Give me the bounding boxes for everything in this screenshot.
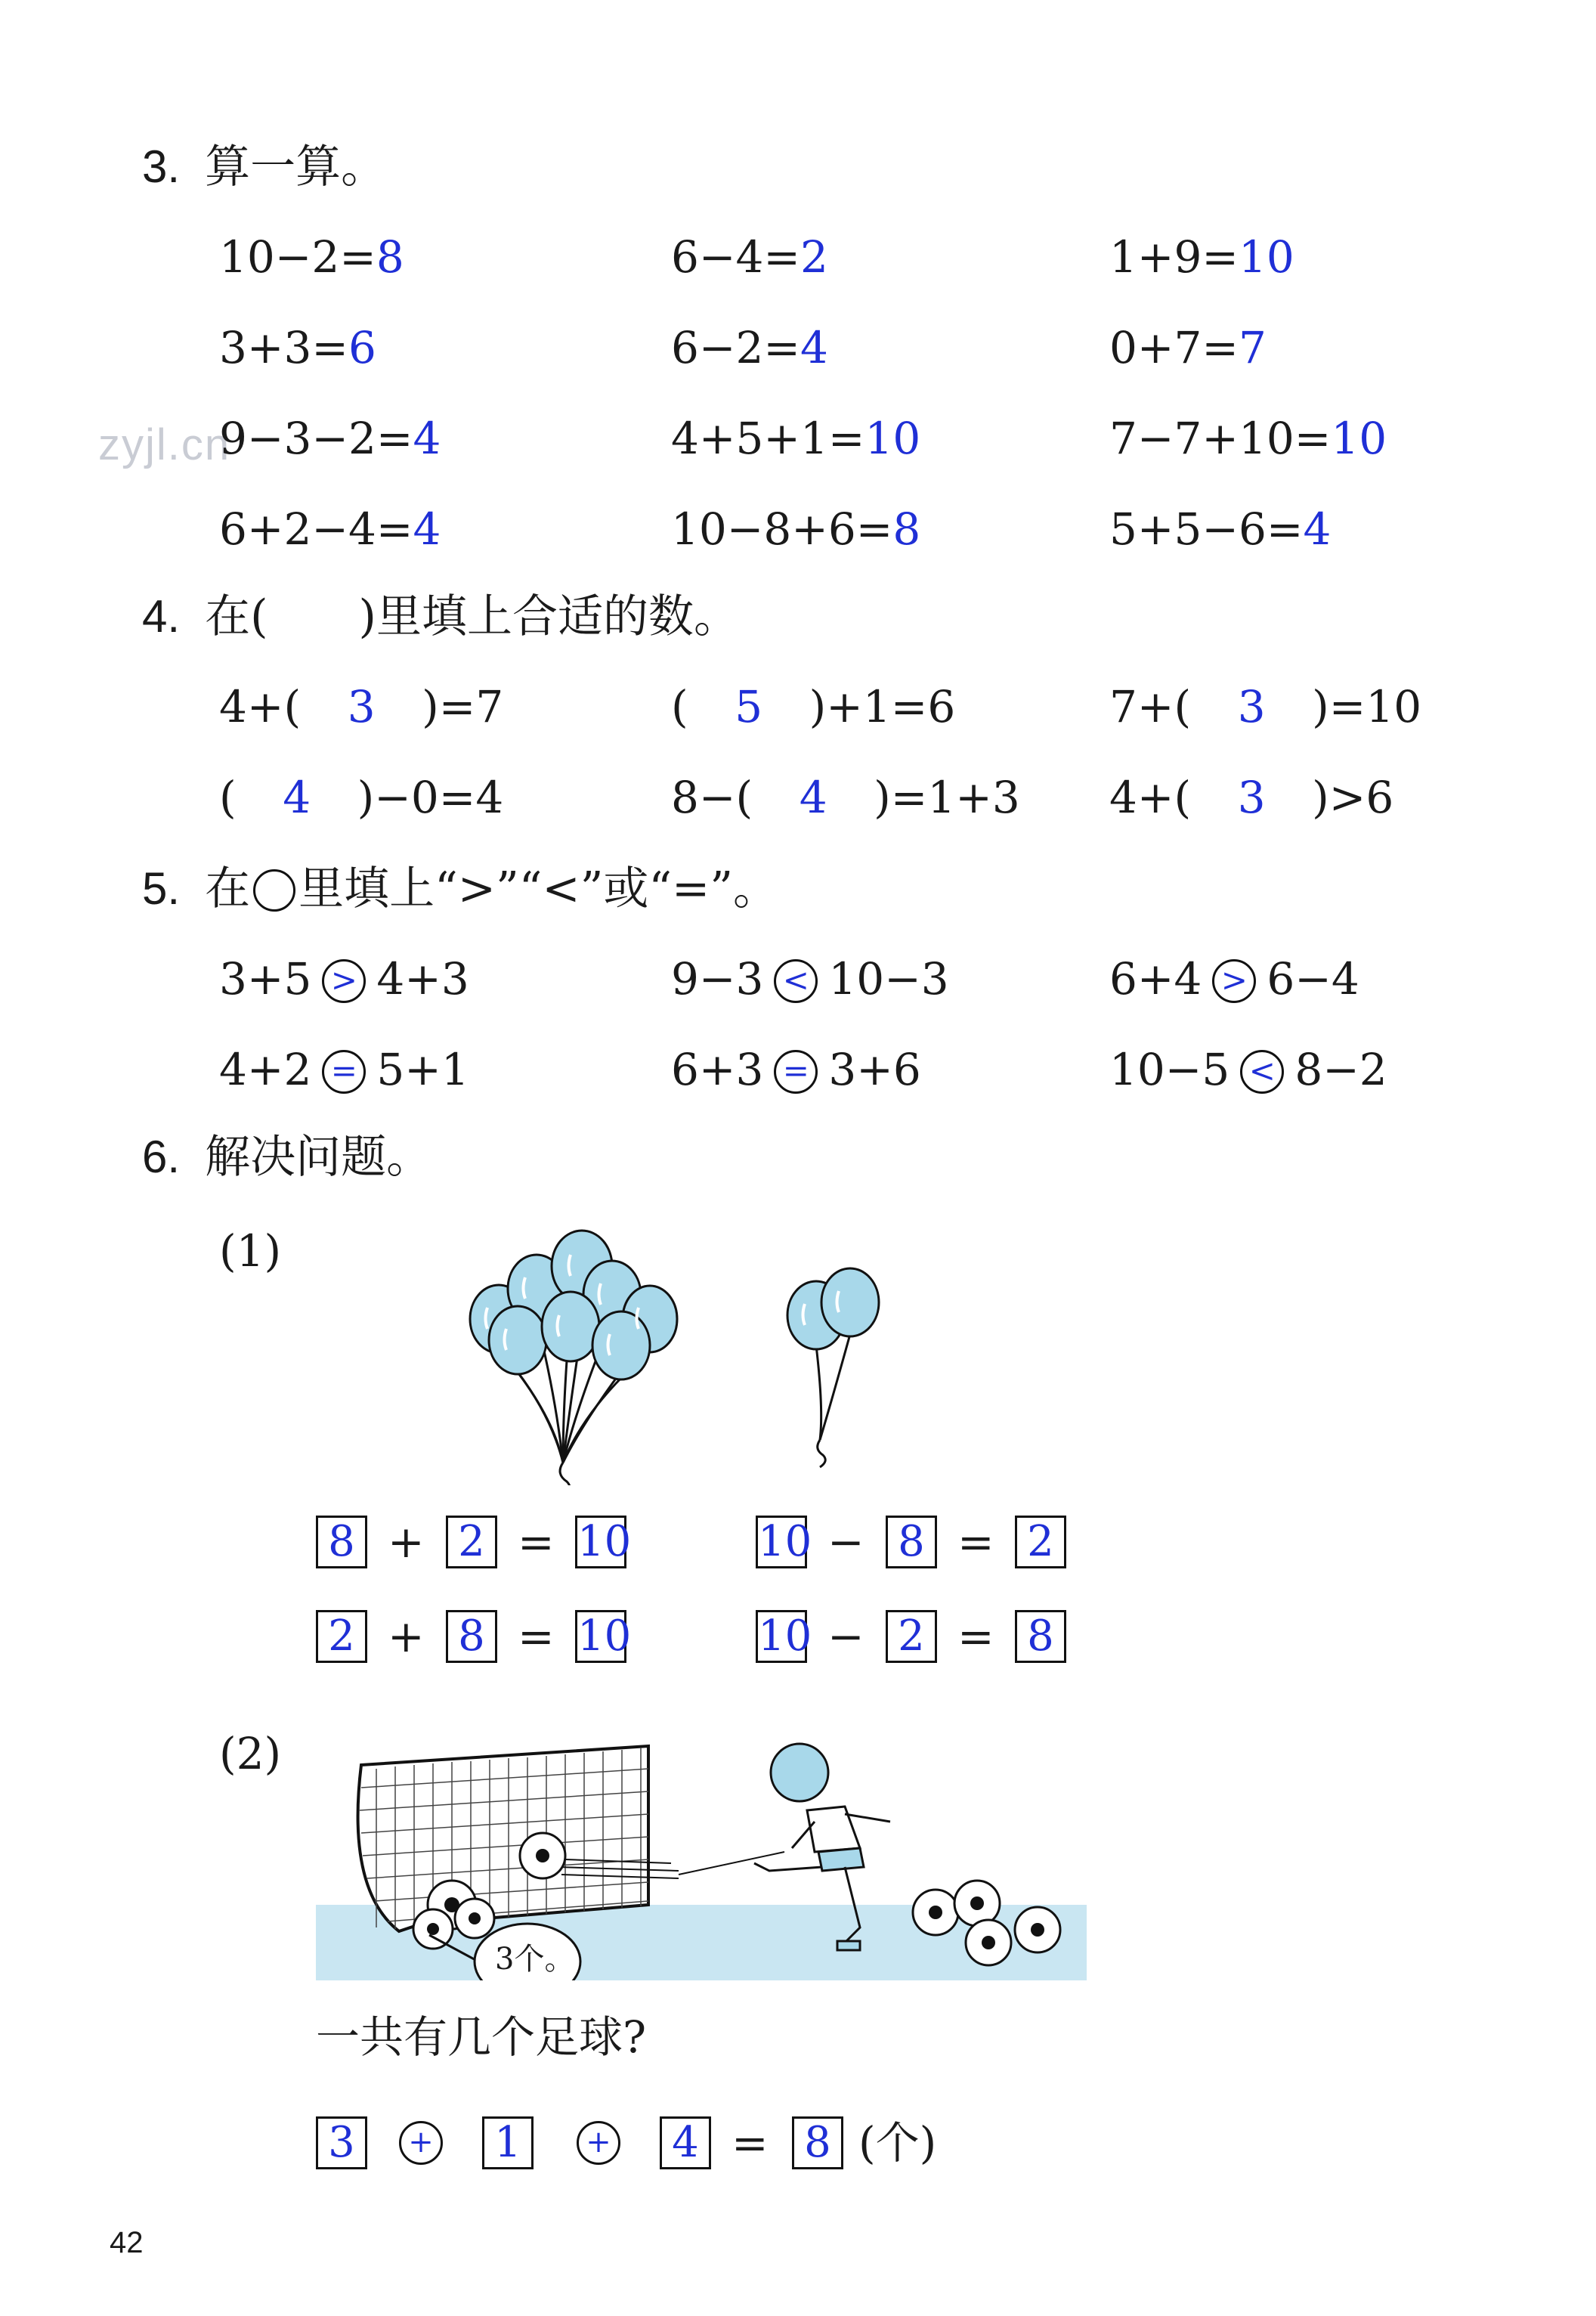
answer-box: 4	[660, 2116, 711, 2169]
q4-suffix: )=1+3	[874, 772, 1020, 823]
answer-box: 2	[316, 1610, 367, 1663]
operator: −	[827, 1516, 865, 1568]
q5-left: 10−5	[1109, 1044, 1230, 1095]
q6-heading	[142, 1130, 431, 1184]
answer-box: 2	[446, 1516, 497, 1568]
equation-row	[316, 2116, 996, 2177]
q4-answer: 3	[1237, 681, 1266, 732]
equation-row	[316, 1516, 739, 1576]
q4-answer: 3	[347, 681, 376, 732]
answer-box: 8	[886, 1516, 937, 1568]
q3-title: 算一算。	[205, 141, 387, 194]
goal-net	[358, 1746, 648, 1931]
equals-sign: =	[957, 1516, 994, 1568]
q3-number: 3.	[142, 141, 181, 192]
q5-sign-circle: <	[774, 959, 818, 1003]
q6-title: 解决问题。	[205, 1131, 432, 1184]
q3-exercise	[671, 412, 920, 465]
q3-answer: 4	[413, 503, 441, 555]
q4-prefix: (	[219, 772, 237, 823]
answer-box: 10	[575, 1516, 626, 1568]
q3-exercise	[671, 231, 828, 283]
equals-sign: =	[518, 1611, 555, 1662]
q3-exercise	[1109, 503, 1331, 556]
q5-number: 5.	[142, 863, 181, 914]
q5-right: 6−4	[1267, 953, 1359, 1005]
q4-suffix: )=10	[1312, 681, 1422, 732]
unit-label: (个)	[858, 2117, 937, 2169]
q3-expression: 5+5−6=	[1109, 503, 1304, 555]
q4-prefix: (	[671, 681, 688, 732]
q4-prefix: 7+(	[1109, 681, 1192, 732]
q3-expression: 9−3−2=	[219, 413, 413, 464]
operator: −	[827, 1611, 865, 1662]
q3-expression: 10−2=	[219, 231, 376, 283]
equals-sign: =	[732, 2117, 769, 2169]
q3-exercise	[1109, 412, 1387, 465]
watermark: zyjl.cn	[98, 420, 231, 469]
equation-row	[756, 1610, 1179, 1670]
operator: +	[388, 1611, 425, 1662]
q4-exercise	[219, 771, 503, 824]
equation-row	[316, 1610, 739, 1670]
circle-icon	[253, 869, 295, 912]
q5-right: 4+3	[376, 953, 469, 1005]
q4-answer: 4	[799, 772, 827, 823]
q4-number: 4.	[142, 591, 181, 642]
equals-sign: =	[518, 1516, 555, 1568]
answer-box: 1	[482, 2116, 534, 2169]
q4-exercise	[671, 771, 1020, 824]
q3-answer: 2	[800, 231, 828, 283]
operator-circle: +	[399, 2121, 443, 2165]
q4-suffix: )+1=6	[809, 681, 956, 732]
q3-expression: 4+5+1=	[671, 413, 865, 464]
q5-left: 3+5	[219, 953, 312, 1005]
q4-answer: 4	[283, 772, 311, 823]
q3-answer: 8	[376, 231, 404, 283]
q3-exercise	[671, 503, 920, 556]
q5-right: 8−2	[1294, 1044, 1387, 1095]
q3-expression: 6−4=	[671, 231, 800, 283]
q3-answer: 4	[800, 322, 828, 373]
q5-sign-circle: >	[1212, 959, 1256, 1003]
page-number: 42	[110, 2226, 144, 2259]
q4-prefix: 4+(	[1109, 772, 1192, 823]
q4-answer: 3	[1237, 772, 1266, 823]
q5-exercise	[671, 952, 949, 1005]
q4-answer: 5	[735, 681, 763, 732]
answer-box: 8	[446, 1610, 497, 1663]
q4-suffix: )=7	[422, 681, 504, 732]
q5-title-pre: 在	[205, 862, 251, 915]
q5-title-post: 里填上“>”“<”或“=”。	[298, 862, 778, 915]
q5-sign-circle: <	[1240, 1050, 1284, 1094]
q6-part1-label: (1)	[219, 1225, 282, 1277]
q3-expression: 6+2−4=	[219, 503, 413, 555]
q6-part2-label: (2)	[219, 1728, 282, 1779]
balloons-illustration	[423, 1213, 922, 1485]
equation-row	[756, 1516, 1179, 1576]
q5-right: 5+1	[376, 1044, 469, 1095]
q4-suffix: )−0=4	[357, 772, 504, 823]
q4-exercise	[1109, 771, 1393, 824]
q5-sign-circle: =	[322, 1050, 366, 1094]
q4-exercise	[219, 680, 503, 733]
q3-exercise	[219, 412, 441, 465]
q5-left: 6+3	[671, 1044, 764, 1095]
answer-box: 2	[1015, 1516, 1066, 1568]
q5-left: 6+4	[1109, 953, 1202, 1005]
operator: +	[388, 1516, 425, 1568]
q3-expression: 0+7=	[1109, 322, 1239, 373]
q3-answer: 4	[1303, 503, 1332, 555]
q3-expression: 3+3=	[219, 322, 348, 373]
q4-suffix: )>6	[1312, 772, 1394, 823]
q5-sign-circle: >	[322, 959, 366, 1003]
q3-expression: 1+9=	[1109, 231, 1239, 283]
answer-box: 8	[1015, 1610, 1066, 1663]
q3-answer: 8	[892, 503, 921, 555]
q3-answer: 4	[413, 413, 441, 464]
q5-exercise	[671, 1043, 921, 1096]
q6-part2-question: 一共有几个足球?	[316, 2011, 647, 2063]
q3-answer: 6	[348, 322, 376, 373]
answer-box: 2	[886, 1610, 937, 1663]
q3-exercise	[1109, 231, 1294, 283]
q5-sign-circle: =	[774, 1050, 818, 1094]
answer-box: 10	[575, 1610, 626, 1663]
q5-right: 3+6	[828, 1044, 921, 1095]
q3-exercise	[219, 231, 404, 283]
q4-title: 在( )里填上合适的数。	[205, 590, 739, 643]
q3-answer: 10	[865, 413, 921, 464]
q3-answer: 10	[1239, 231, 1294, 283]
equals-sign: =	[957, 1611, 994, 1662]
q3-expression: 10−8+6=	[671, 503, 893, 555]
q3-answer: 7	[1239, 322, 1267, 373]
q6-number: 6.	[142, 1132, 181, 1182]
q3-heading	[142, 140, 386, 194]
q4-exercise	[671, 680, 955, 733]
q5-exercise	[219, 952, 469, 1005]
q5-left: 4+2	[219, 1044, 312, 1095]
q5-right: 10−3	[828, 953, 949, 1005]
speech-bubble-text: 3个。	[495, 1942, 575, 1977]
q4-prefix: 8−(	[671, 772, 753, 823]
operator-circle: +	[577, 2121, 620, 2165]
q4-exercise	[1109, 680, 1421, 733]
q5-heading	[142, 862, 778, 916]
q3-exercise	[219, 503, 441, 556]
q5-exercise	[219, 1043, 469, 1096]
answer-box: 8	[316, 1516, 367, 1568]
q3-exercise	[671, 321, 828, 374]
answer-box: 8	[792, 2116, 843, 2169]
q5-left: 9−3	[671, 953, 764, 1005]
q3-expression: 6−2=	[671, 322, 800, 373]
q3-expression: 7−7+10=	[1109, 413, 1332, 464]
answer-box: 10	[756, 1610, 807, 1663]
q5-exercise	[1109, 952, 1359, 1005]
answer-box: 10	[756, 1516, 807, 1568]
q3-answer: 10	[1331, 413, 1387, 464]
q5-exercise	[1109, 1043, 1387, 1096]
q3-exercise	[219, 321, 376, 374]
soccer-illustration	[316, 1716, 1087, 1980]
answer-box: 3	[316, 2116, 367, 2169]
q3-exercise	[1109, 321, 1267, 374]
q4-heading	[142, 590, 739, 644]
q4-prefix: 4+(	[219, 681, 302, 732]
